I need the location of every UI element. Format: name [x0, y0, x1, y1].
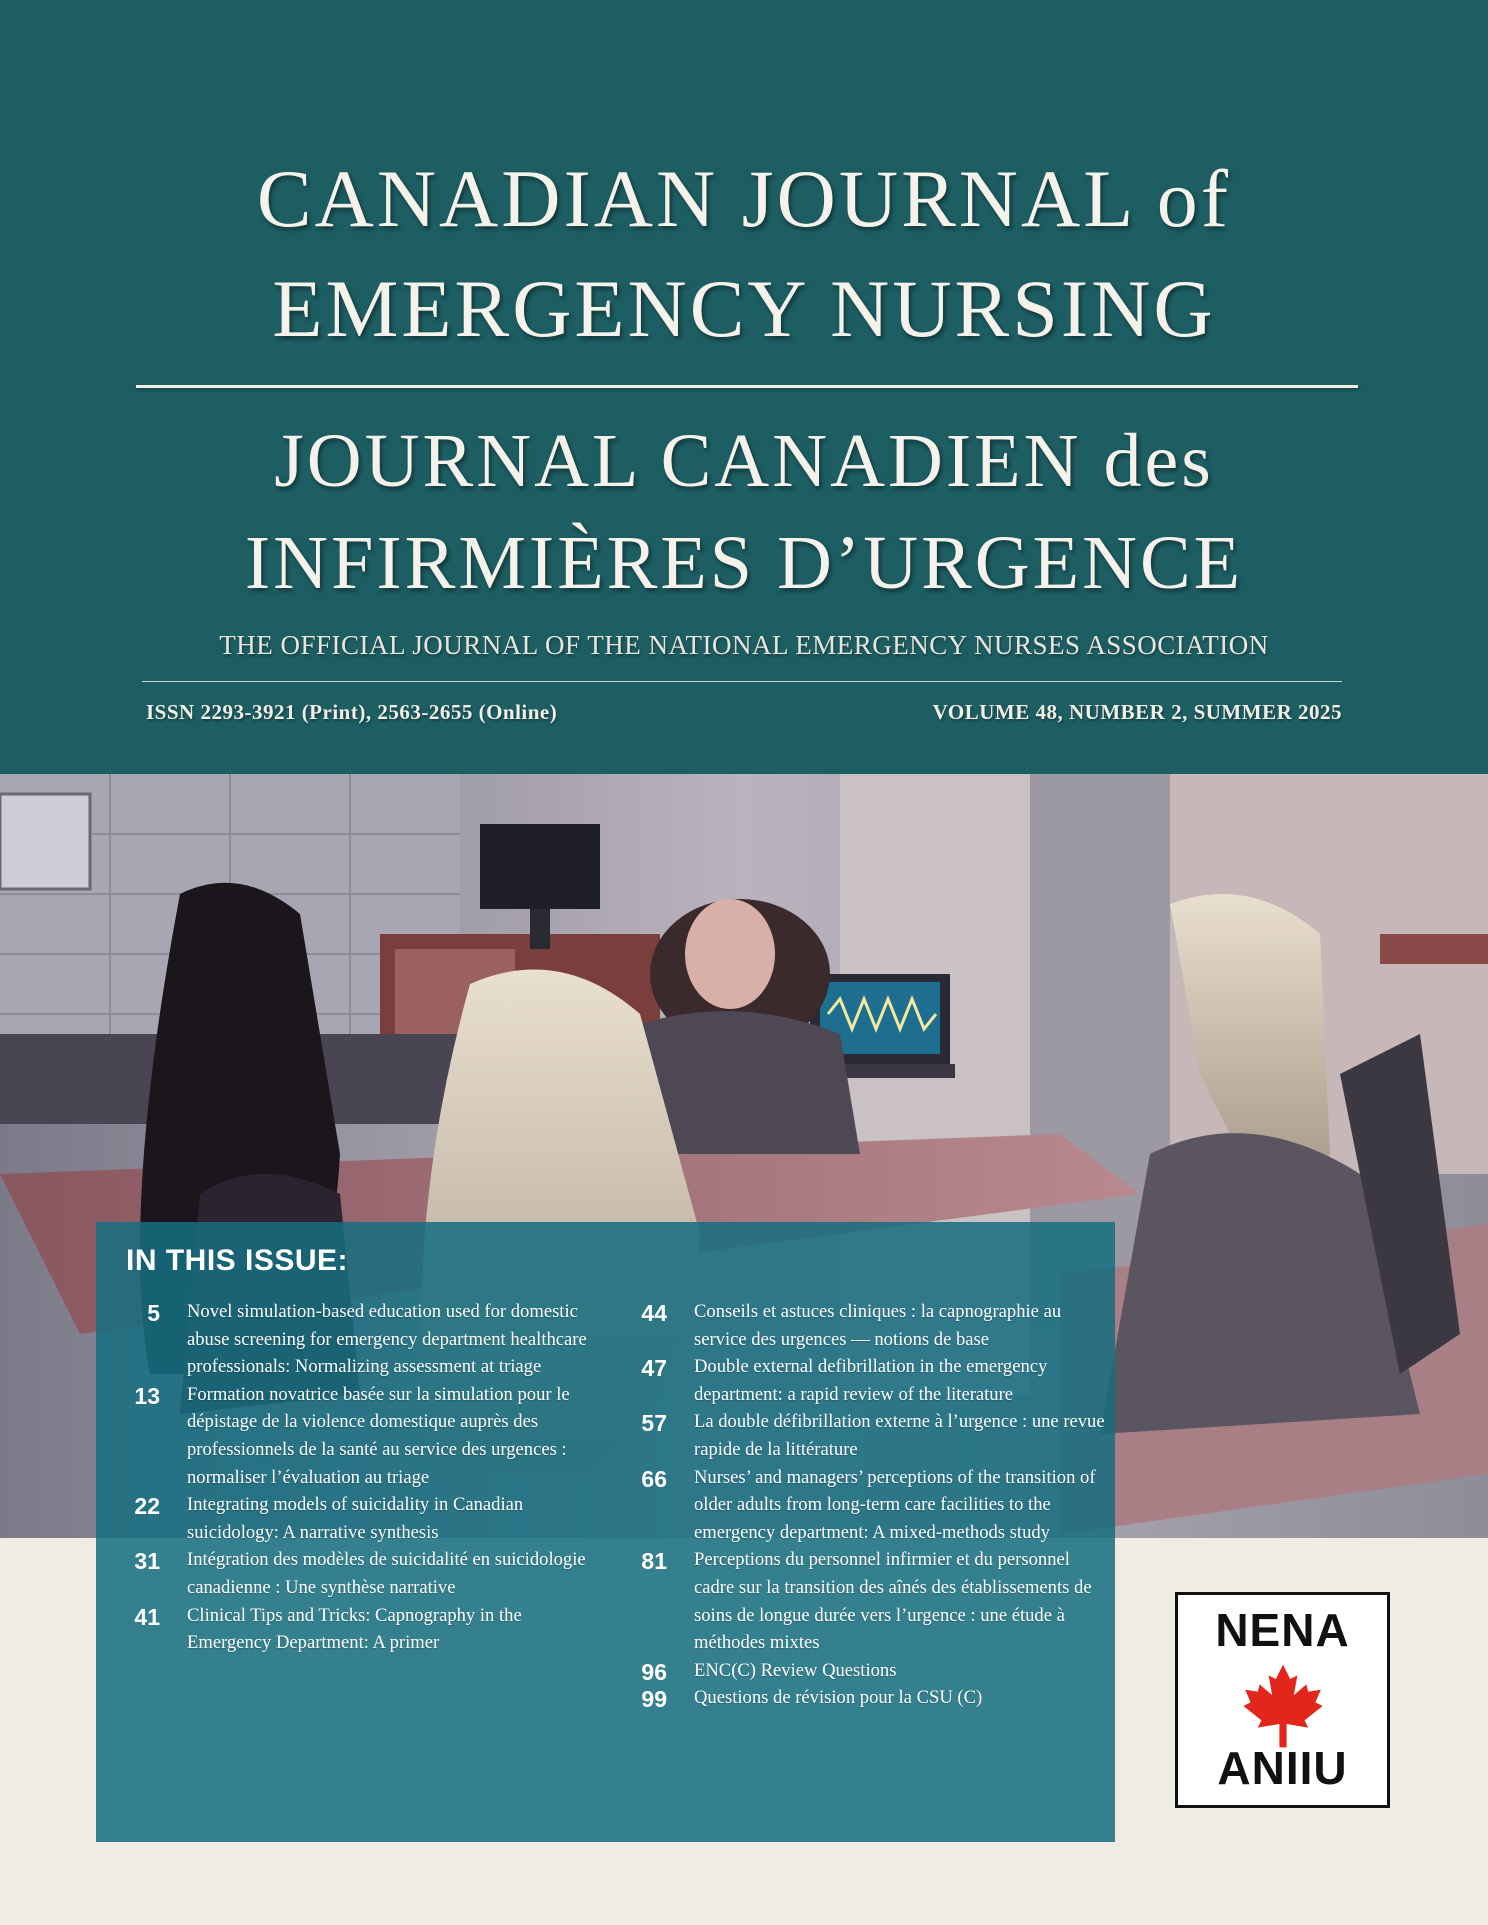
issn-line: ISSN 2293-3921 (Print), 2563-2655 (Online) — [146, 700, 558, 724]
nena-logo — [1175, 1592, 1390, 1808]
title-english-line-2: EMERGENCY NURSING — [272, 263, 1216, 354]
journal-subtitle: THE OFFICIAL JOURNAL OF THE NATIONAL EMERGENCY NURSES ASSOCIATION — [219, 630, 1269, 660]
toc-item[interactable] — [617, 1684, 1112, 1712]
toc-item[interactable] — [110, 1491, 610, 1546]
toc-article-title: Conseils et astuces cliniques : la capnographie au service des urgences — notions de base — [694, 1301, 1062, 1350]
toc-item[interactable] — [617, 1464, 1112, 1547]
in-this-issue-heading: IN THIS ISSUE: — [126, 1244, 349, 1277]
title-english-line-1: CANADIAN JOURNAL of — [256, 153, 1232, 244]
toc-page-number: 13 — [134, 1382, 160, 1409]
volume-line: VOLUME 48, NUMBER 2, SUMMER 2025 — [932, 700, 1342, 724]
toc-page-number: 22 — [134, 1493, 160, 1520]
toc-article-title: Intégration des modèles de suicidalité en suicidologie canadienne : Une synthèse narrative — [187, 1549, 586, 1598]
toc-page-number: 96 — [641, 1658, 667, 1685]
toc-article-title: Double external defibrillation in the emergency department: a rapid review of the literature — [694, 1356, 1048, 1405]
toc-page-number: 99 — [641, 1686, 667, 1713]
maple-leaf-icon — [1235, 1661, 1331, 1751]
title-french-line-1: JOURNAL CANADIEN des — [274, 419, 1214, 503]
toc-article-title: Nurses’ and managers’ perceptions of the transition of older adults from long-term care facilities to the emergency department: A mixed-methods study — [694, 1466, 1096, 1543]
toc-left-column — [110, 1298, 610, 1657]
toc-page-number: 47 — [641, 1355, 667, 1382]
logo-text-nena: NENA — [1215, 1604, 1350, 1656]
toc-article-title: Questions de révision pour la CSU (C) — [694, 1687, 983, 1709]
toc-item[interactable] — [617, 1657, 1112, 1685]
toc-article-title: Clinical Tips and Tricks: Capnography in the Emergency Department: A primer — [187, 1604, 522, 1654]
toc-page-number: 31 — [134, 1548, 160, 1575]
toc-article-title: ENC(C) Review Questions — [694, 1659, 897, 1681]
toc-article-title: Formation novatrice basée sur la simulation pour le dépistage de la violence domestique auprès des professionnels de la santé au service des urgences : normaliser l’évaluation au triage — [187, 1383, 570, 1488]
title-french-line-2: INFIRMIÈRES D’URGENCE — [244, 521, 1244, 605]
toc-article-title: Perceptions du personnel infirmier et du personnel cadre sur la transition des aînés des établissements de soins de longue durée vers l’urgence : une étude à méthodes mixtes — [694, 1549, 1092, 1654]
toc-page-number: 5 — [147, 1300, 160, 1326]
toc-item[interactable] — [110, 1546, 610, 1601]
subtitle-divider — [142, 681, 1342, 682]
toc-page-number: 81 — [641, 1548, 667, 1575]
toc-article-title: La double défibrillation externe à l’urgence : une revue rapide de la littérature — [694, 1411, 1105, 1460]
toc-page-number: 66 — [641, 1465, 667, 1492]
in-this-issue-box — [96, 1222, 1115, 1842]
toc-item[interactable] — [617, 1408, 1112, 1463]
toc-page-number: 41 — [134, 1603, 160, 1630]
toc-article-title: Novel simulation-based education used for domestic abuse screening for emergency department healthcare professionals: Normalizing assessment at triage — [187, 1301, 587, 1378]
logo-text-aniiu: ANIIU — [1217, 1742, 1348, 1794]
toc-item[interactable] — [110, 1602, 610, 1657]
toc-right-column — [617, 1298, 1112, 1712]
toc-item[interactable] — [617, 1353, 1112, 1408]
toc-page-number: 44 — [641, 1300, 667, 1326]
toc-page-number: 57 — [641, 1410, 667, 1437]
cover-header — [0, 0, 1488, 774]
toc-article-title: Integrating models of suicidality in Canadian suicidology: A narrative synthesis — [187, 1494, 524, 1543]
title-divider — [136, 385, 1358, 388]
toc-item[interactable] — [617, 1546, 1112, 1656]
toc-item[interactable] — [617, 1298, 1112, 1353]
toc-item[interactable] — [110, 1381, 610, 1491]
toc-item[interactable] — [110, 1298, 610, 1381]
